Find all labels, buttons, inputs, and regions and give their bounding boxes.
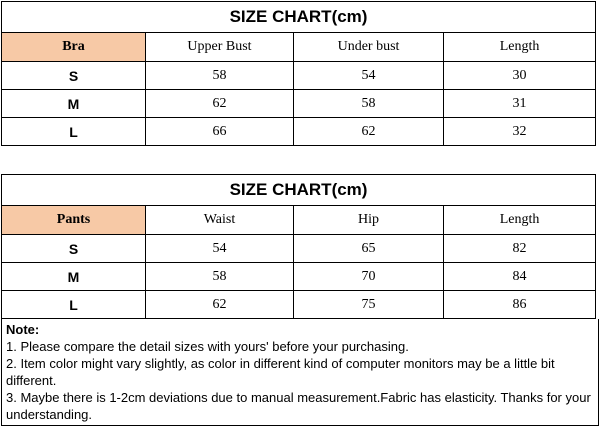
table-row xyxy=(2,291,596,319)
table-cell: 66 xyxy=(146,118,294,146)
table-row xyxy=(2,118,596,146)
table-row xyxy=(2,263,596,291)
note-line: 3. Maybe there is 1-2cm deviations due to manual measurement.Fabric has elasticity. Thanks for your understanding. xyxy=(6,390,591,422)
table-cell: 70 xyxy=(294,263,444,291)
table-cell: 54 xyxy=(146,235,294,263)
bra-header-row xyxy=(2,33,596,62)
table-cell: 62 xyxy=(146,90,294,118)
under-bust-header: Under bust xyxy=(294,33,444,62)
table-cell: 65 xyxy=(294,235,444,263)
hip-header: Hip xyxy=(294,206,444,235)
table-cell: 62 xyxy=(294,118,444,146)
table-spacer xyxy=(1,146,598,174)
table-cell: 32 xyxy=(444,118,596,146)
bra-size-table xyxy=(1,1,596,146)
size-label: L xyxy=(2,291,146,319)
size-label: L xyxy=(2,118,146,146)
pants-size-table xyxy=(1,174,596,319)
table-cell: 62 xyxy=(146,291,294,319)
table-row xyxy=(2,62,596,90)
pants-chart-title: SIZE CHART(cm) xyxy=(2,175,596,206)
table-cell: 58 xyxy=(146,263,294,291)
size-label: M xyxy=(2,90,146,118)
table-cell: 58 xyxy=(294,90,444,118)
size-label: M xyxy=(2,263,146,291)
pants-header-row xyxy=(2,206,596,235)
pants-header-cell: Pants xyxy=(2,206,146,235)
pants-length-header: Length xyxy=(444,206,596,235)
size-chart-document xyxy=(1,1,598,426)
table-cell: 82 xyxy=(444,235,596,263)
table-cell: 30 xyxy=(444,62,596,90)
table-cell: 31 xyxy=(444,90,596,118)
bra-header-cell: Bra xyxy=(2,33,146,62)
size-label: S xyxy=(2,235,146,263)
waist-header: Waist xyxy=(146,206,294,235)
bra-length-header: Length xyxy=(444,33,596,62)
note-line: 2. Item color might vary slightly, as color in different kind of computer monitors may be a little bit different. xyxy=(6,356,555,388)
table-cell: 86 xyxy=(444,291,596,319)
bra-chart-title: SIZE CHART(cm) xyxy=(2,2,596,33)
upper-bust-header: Upper Bust xyxy=(146,33,294,62)
notes-box xyxy=(1,319,599,426)
size-label: S xyxy=(2,62,146,90)
table-cell: 84 xyxy=(444,263,596,291)
notes-title: Note: xyxy=(6,322,40,337)
table-cell: 54 xyxy=(294,62,444,90)
table-row xyxy=(2,90,596,118)
note-line: 1. Please compare the detail sizes with yours' before your purchasing. xyxy=(6,339,409,354)
table-cell: 75 xyxy=(294,291,444,319)
table-row xyxy=(2,235,596,263)
table-cell: 58 xyxy=(146,62,294,90)
